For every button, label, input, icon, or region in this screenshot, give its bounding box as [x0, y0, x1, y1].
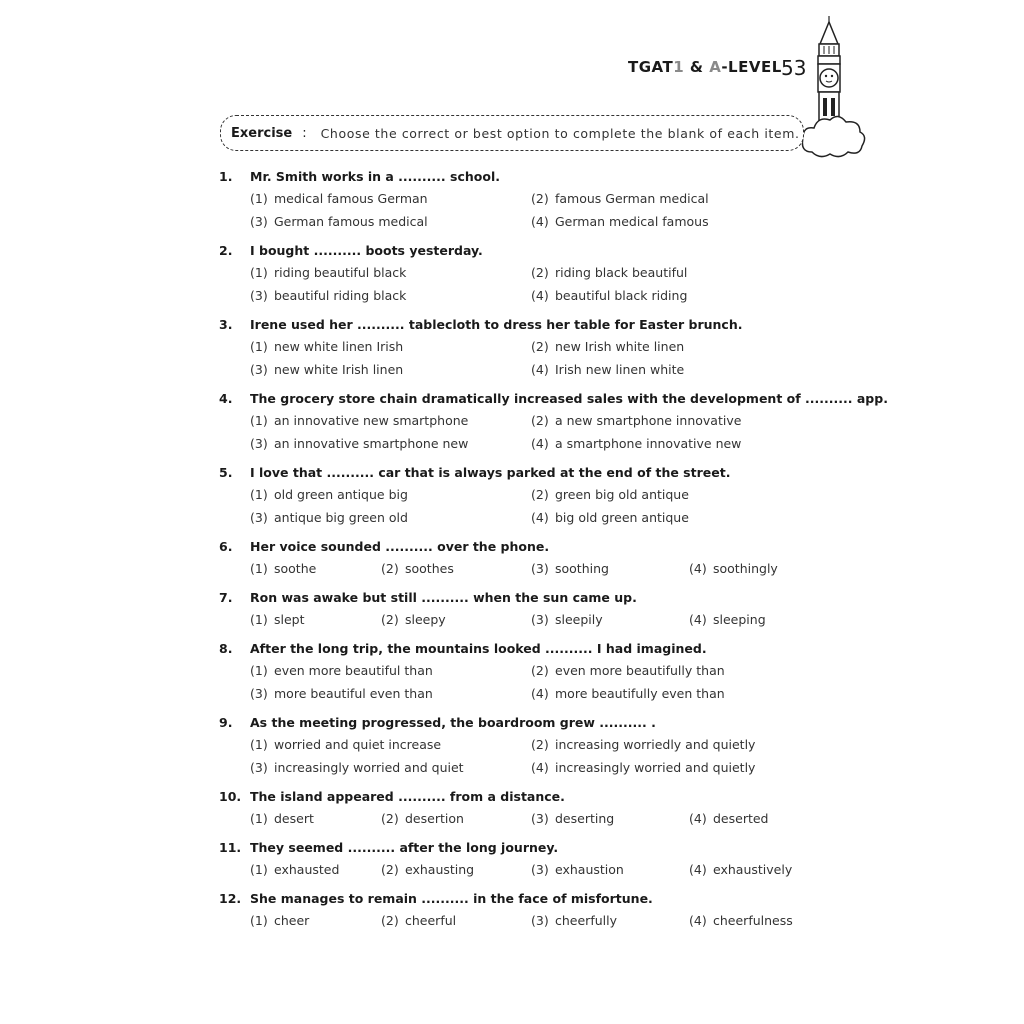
- answer-option[interactable]: [250, 358, 403, 381]
- answer-option[interactable]: [250, 807, 314, 830]
- answer-option[interactable]: [531, 682, 725, 705]
- answer-option[interactable]: [531, 284, 687, 307]
- option-text: desertion: [405, 811, 464, 826]
- option-number: (4): [531, 288, 549, 303]
- question-item: [219, 786, 819, 830]
- option-row: [219, 335, 819, 358]
- option-number: (3): [250, 510, 268, 525]
- option-number: (4): [689, 862, 707, 877]
- option-row: [219, 483, 819, 506]
- question-number: 3.: [219, 317, 233, 332]
- answer-option[interactable]: [531, 335, 684, 358]
- option-row: [219, 187, 819, 210]
- exercise-colon: :: [302, 125, 307, 141]
- option-text: exhausted: [274, 862, 340, 877]
- option-text: soothe: [274, 561, 317, 576]
- answer-option[interactable]: [531, 483, 689, 506]
- question-number: 7.: [219, 590, 233, 605]
- option-number: (1): [250, 663, 268, 678]
- answer-option[interactable]: [531, 807, 614, 830]
- question-item: [219, 462, 819, 529]
- question-stem: [219, 587, 819, 608]
- answer-option[interactable]: [250, 756, 464, 779]
- answer-option[interactable]: [531, 608, 603, 631]
- option-number: (1): [250, 413, 268, 428]
- option-text: even more beautiful than: [274, 663, 433, 678]
- answer-option[interactable]: [250, 432, 468, 455]
- option-number: (2): [381, 913, 399, 928]
- option-text: famous German medical: [555, 191, 709, 206]
- question-stem: [219, 536, 819, 557]
- option-text: new Irish white linen: [555, 339, 685, 354]
- question-stem: [219, 837, 819, 858]
- answer-option[interactable]: [531, 733, 755, 756]
- question-number: 5.: [219, 465, 233, 480]
- question-item: [219, 314, 819, 381]
- option-number: (1): [250, 811, 268, 826]
- answer-option[interactable]: [531, 756, 755, 779]
- answer-option[interactable]: [250, 483, 408, 506]
- option-text: riding beautiful black: [274, 265, 407, 280]
- option-text: Irish new linen white: [555, 362, 685, 377]
- option-text: big old green antique: [555, 510, 689, 525]
- option-number: (1): [250, 913, 268, 928]
- option-text: old green antique big: [274, 487, 408, 502]
- option-number: (1): [250, 612, 268, 627]
- question-stem: [219, 314, 819, 335]
- option-text: cheerful: [405, 913, 457, 928]
- option-number: (1): [250, 561, 268, 576]
- answer-option[interactable]: [531, 261, 687, 284]
- option-row: [219, 858, 819, 881]
- option-row: [219, 358, 819, 381]
- option-number: (3): [250, 686, 268, 701]
- question-number: 4.: [219, 391, 233, 406]
- option-text: beautiful black riding: [555, 288, 688, 303]
- exercise-label: Exercise: [231, 125, 293, 141]
- option-text: sleepily: [555, 612, 603, 627]
- option-number: (2): [381, 811, 399, 826]
- option-row: [219, 557, 819, 580]
- option-number: (3): [250, 362, 268, 377]
- option-text: more beautiful even than: [274, 686, 433, 701]
- question-text: The island appeared .......... from a distance.: [250, 789, 565, 804]
- header-title-level: -LEVEL: [721, 58, 782, 76]
- answer-option[interactable]: [250, 733, 441, 756]
- option-text: increasing worriedly and quietly: [555, 737, 756, 752]
- question-number: 9.: [219, 715, 233, 730]
- answer-option[interactable]: [531, 506, 689, 529]
- question-text: I love that .......... car that is always parked at the end of the street.: [250, 465, 731, 480]
- option-number: (1): [250, 862, 268, 877]
- question-number: 2.: [219, 243, 233, 258]
- option-number: (3): [250, 288, 268, 303]
- big-ben-clock-tower-icon: [800, 14, 870, 164]
- answer-option[interactable]: [689, 909, 793, 932]
- answer-option[interactable]: [381, 557, 454, 580]
- option-number: (4): [531, 510, 549, 525]
- question-item: [219, 587, 819, 631]
- option-text: new white linen Irish: [274, 339, 404, 354]
- header-title-ampersand: &: [684, 58, 710, 76]
- question-text: I bought .......... boots yesterday.: [250, 243, 483, 258]
- answer-option[interactable]: [250, 506, 408, 529]
- answer-option[interactable]: [689, 608, 766, 631]
- option-number: (3): [531, 862, 549, 877]
- option-text: cheerfulness: [713, 913, 793, 928]
- option-text: increasingly worried and quiet: [274, 760, 464, 775]
- option-number: (2): [531, 487, 549, 502]
- option-text: exhaustively: [713, 862, 793, 877]
- option-text: deserting: [555, 811, 615, 826]
- option-text: an innovative smartphone new: [274, 436, 469, 451]
- option-row: [219, 210, 819, 233]
- question-number: 8.: [219, 641, 233, 656]
- option-text: green big old antique: [555, 487, 689, 502]
- question-stem: [219, 388, 888, 409]
- answer-option[interactable]: [531, 187, 709, 210]
- header-title-tgat: TGAT: [628, 58, 674, 76]
- option-text: desert: [274, 811, 314, 826]
- option-text: beautiful riding black: [274, 288, 407, 303]
- exercise-instruction-box: [220, 115, 804, 151]
- question-number: 10.: [219, 789, 242, 804]
- answer-option[interactable]: [250, 608, 305, 631]
- answer-option[interactable]: [250, 858, 339, 881]
- option-text: soothing: [555, 561, 609, 576]
- page-header-title: [628, 58, 782, 76]
- option-number: (4): [531, 362, 549, 377]
- option-row: [219, 506, 819, 529]
- option-text: a new smartphone innovative: [555, 413, 742, 428]
- answer-option[interactable]: [250, 335, 403, 358]
- option-text: exhaustion: [555, 862, 624, 877]
- option-number: (1): [250, 487, 268, 502]
- option-row: [219, 807, 819, 830]
- option-number: (3): [531, 913, 549, 928]
- option-text: even more beautifully than: [555, 663, 725, 678]
- answer-option[interactable]: [250, 659, 433, 682]
- question-item: [219, 888, 819, 932]
- question-number: 11.: [219, 840, 242, 855]
- option-row: [219, 284, 819, 307]
- answer-option[interactable]: [689, 557, 778, 580]
- option-row: [219, 659, 819, 682]
- option-row: [219, 409, 819, 432]
- option-number: (4): [531, 436, 549, 451]
- option-number: (2): [381, 561, 399, 576]
- option-text: soothes: [405, 561, 454, 576]
- option-number: (3): [531, 561, 549, 576]
- question-list: [219, 166, 888, 939]
- option-text: cheerfully: [555, 913, 617, 928]
- option-number: (2): [531, 191, 549, 206]
- question-number: 12.: [219, 891, 242, 906]
- option-row: [219, 261, 819, 284]
- option-number: (3): [250, 760, 268, 775]
- answer-option[interactable]: [531, 210, 709, 233]
- option-text: cheer: [274, 913, 310, 928]
- option-text: slept: [274, 612, 305, 627]
- answer-option[interactable]: [250, 557, 316, 580]
- question-text: She manages to remain .......... in the face of misfortune.: [250, 891, 653, 906]
- option-text: a smartphone innovative new: [555, 436, 742, 451]
- question-number: 1.: [219, 169, 233, 184]
- option-text: antique big green old: [274, 510, 408, 525]
- question-text: Her voice sounded .......... over the phone.: [250, 539, 550, 554]
- option-number: (4): [531, 760, 549, 775]
- answer-option[interactable]: [381, 807, 464, 830]
- page-number: 53: [781, 56, 807, 80]
- question-item: [219, 837, 819, 881]
- option-text: exhausting: [405, 862, 475, 877]
- answer-option[interactable]: [250, 409, 468, 432]
- question-stem: [219, 462, 819, 483]
- answer-option[interactable]: [531, 409, 741, 432]
- option-text: riding black beautiful: [555, 265, 688, 280]
- option-text: an innovative new smartphone: [274, 413, 469, 428]
- option-row: [219, 682, 819, 705]
- option-text: sleeping: [713, 612, 766, 627]
- answer-option[interactable]: [531, 659, 725, 682]
- option-text: deserted: [713, 811, 769, 826]
- option-number: (1): [250, 265, 268, 280]
- question-stem: [219, 786, 819, 807]
- question-stem: [219, 888, 819, 909]
- option-number: (2): [531, 339, 549, 354]
- question-item: [219, 388, 888, 455]
- option-text: worried and quiet increase: [274, 737, 442, 752]
- header-title-a: A: [709, 58, 722, 76]
- header-title-tgat-number: 1: [673, 58, 685, 76]
- option-number: (4): [689, 913, 707, 928]
- question-item: [219, 166, 819, 233]
- answer-option[interactable]: [689, 807, 769, 830]
- option-number: (4): [689, 612, 707, 627]
- option-row: [219, 432, 819, 455]
- option-number: (3): [531, 612, 549, 627]
- question-stem: [219, 638, 819, 659]
- option-number: (4): [531, 686, 549, 701]
- question-text: After the long trip, the mountains looked .......... I had imagined.: [250, 641, 707, 656]
- exercise-instruction: Choose the correct or best option to complete the blank of each item.: [320, 125, 800, 141]
- option-row: [219, 756, 819, 779]
- option-number: (4): [689, 811, 707, 826]
- option-number: (2): [531, 663, 549, 678]
- question-item: [219, 240, 819, 307]
- answer-option[interactable]: [250, 682, 433, 705]
- option-number: (2): [531, 265, 549, 280]
- option-number: (2): [381, 862, 399, 877]
- answer-option[interactable]: [531, 432, 741, 455]
- option-text: German medical famous: [555, 214, 709, 229]
- question-stem: [219, 712, 819, 733]
- option-number: (3): [531, 811, 549, 826]
- option-text: German famous medical: [274, 214, 428, 229]
- answer-option[interactable]: [250, 909, 309, 932]
- option-number: (4): [531, 214, 549, 229]
- answer-option[interactable]: [531, 858, 624, 881]
- option-text: more beautifully even than: [555, 686, 725, 701]
- option-row: [219, 909, 819, 932]
- answer-option[interactable]: [381, 608, 446, 631]
- question-text: Irene used her .......... tablecloth to dress her table for Easter brunch.: [250, 317, 743, 332]
- option-row: [219, 733, 819, 756]
- option-text: increasingly worried and quietly: [555, 760, 756, 775]
- question-stem: [219, 240, 819, 261]
- option-number: (4): [689, 561, 707, 576]
- answer-option[interactable]: [250, 187, 428, 210]
- option-number: (1): [250, 339, 268, 354]
- answer-option[interactable]: [381, 858, 474, 881]
- answer-option[interactable]: [250, 284, 406, 307]
- answer-option[interactable]: [250, 210, 428, 233]
- question-item: [219, 712, 819, 779]
- option-text: medical famous German: [274, 191, 428, 206]
- question-text: Mr. Smith works in a .......... school.: [250, 169, 500, 184]
- option-number: (2): [531, 737, 549, 752]
- option-text: new white Irish linen: [274, 362, 404, 377]
- question-item: [219, 536, 819, 580]
- answer-option[interactable]: [531, 909, 617, 932]
- answer-option[interactable]: [689, 858, 792, 881]
- option-row: [219, 608, 819, 631]
- answer-option[interactable]: [250, 261, 406, 284]
- question-item: [219, 638, 819, 705]
- option-number: (1): [250, 191, 268, 206]
- option-number: (1): [250, 737, 268, 752]
- option-text: soothingly: [713, 561, 778, 576]
- option-text: sleepy: [405, 612, 446, 627]
- question-text: The grocery store chain dramatically increased sales with the development of .......... app.: [250, 391, 888, 406]
- question-stem: [219, 166, 819, 187]
- option-number: (2): [531, 413, 549, 428]
- answer-option[interactable]: [531, 557, 609, 580]
- option-number: (3): [250, 214, 268, 229]
- question-number: 6.: [219, 539, 233, 554]
- option-number: (3): [250, 436, 268, 451]
- question-text: As the meeting progressed, the boardroom grew .......... .: [250, 715, 656, 730]
- question-text: They seemed .......... after the long journey.: [250, 840, 559, 855]
- answer-option[interactable]: [381, 909, 456, 932]
- answer-option[interactable]: [531, 358, 684, 381]
- option-number: (2): [381, 612, 399, 627]
- question-text: Ron was awake but still .......... when the sun came up.: [250, 590, 637, 605]
